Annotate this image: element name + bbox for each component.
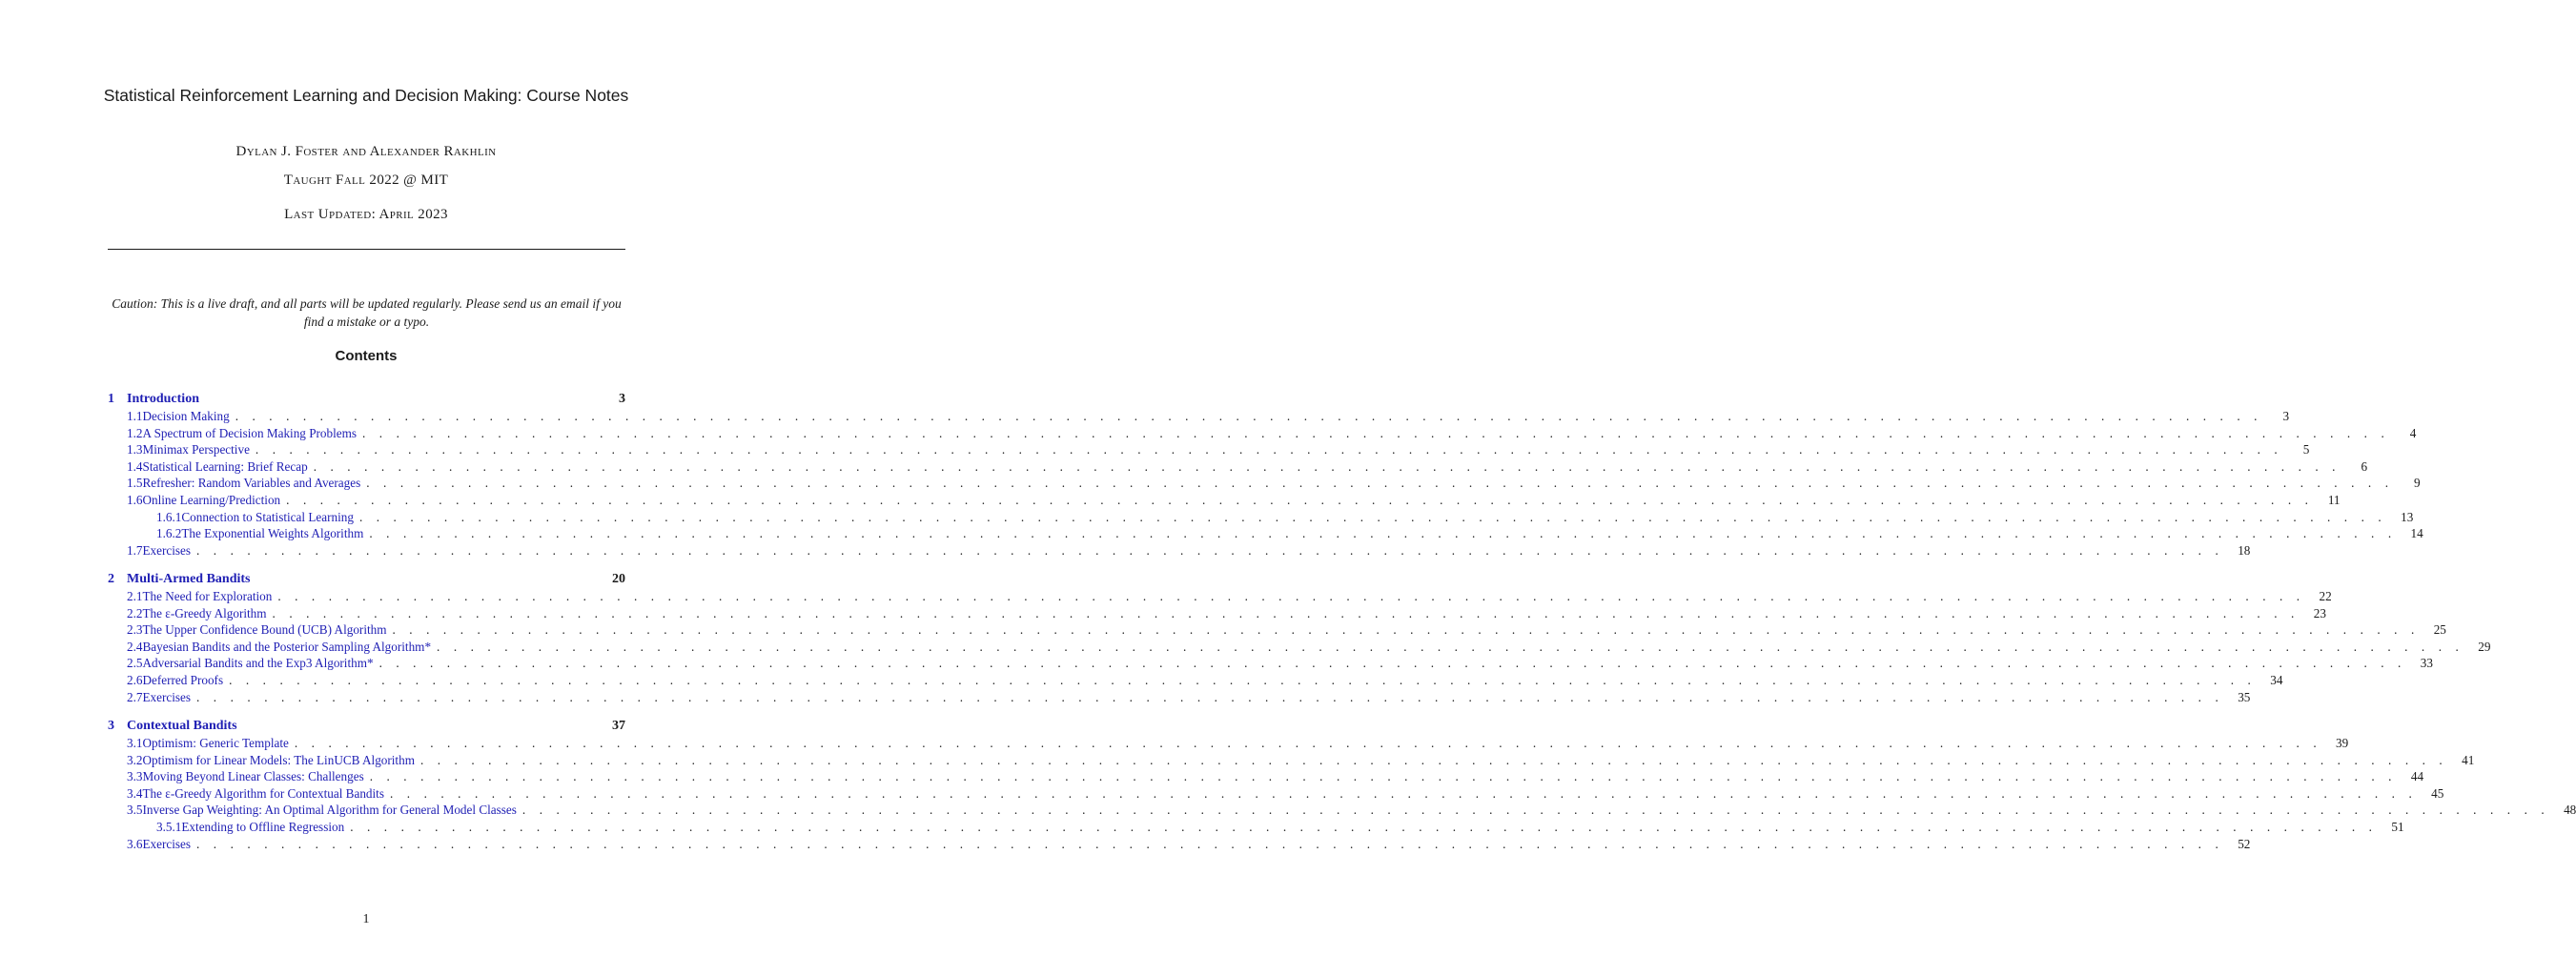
toc-dot-leader: . . . . . . . . . . . . . . . . . . . . . . . . . . . . . . . . . . . . . . . . . . . . . . . . . . . . . . . . . . . . . . . . . . . . . . . . . . . . . . . . . . . . . . . . . . . . . . . . . . . . . . . . . . . . . . . . . . . . . . . . <box>196 689 2224 704</box>
toc-chapter-title[interactable]: Contextual Bandits <box>127 719 237 733</box>
toc-entry-page: 45 <box>2431 785 2444 801</box>
toc-dot-leader: . . . . . . . . . . . . . . . . . . . . . . . . . . . . . . . . . . . . . . . . . . . . . . . . . . . . . . . . . . . . . . . . . . . . . . . . . . . . . . . . . . . . . . . . . . . . . . . . . . . . . . . . . . . . . . . . . . . . . . . . <box>437 639 2464 654</box>
toc-entry-title[interactable]: Deferred Proofs <box>142 673 224 687</box>
toc-dot-leader: . . . . . . . . . . . . . . . . . . . . . . . . . . . . . . . . . . . . . . . . . . . . . . . . . . . . . . . . . . . . . . . . . . . . . . . . . . . . . . . . . . . . . . . . . . . . . . . . . . . . . . . . . . . . . . . . . . . . . . . . <box>358 509 2387 524</box>
toc-entry-number: 2.5 <box>127 656 143 671</box>
toc-chapter-number: 1 <box>108 392 114 406</box>
toc-entry-title[interactable]: Refresher: Random Variables and Averages <box>142 476 361 491</box>
toc-entry-number: 1.2 <box>127 425 143 440</box>
caution-note: Caution: This is a live draft, and all parts will be updated regularly. Please send us an email if you find a mistake or a typo. <box>112 296 622 329</box>
toc-dot-leader: . . . . . . . . . . . . . . . . . . . . . . . . . . . . . . . . . . . . . . . . . . . . . . . . . . . . . . . . . . . . . . . . . . . . . . . . . . . . . . . . . . . . . . . . . . . . . . . . . . . . . . . . . . . . . . . . . . . . . . . . <box>521 803 2550 818</box>
toc-entry-3-5-1[interactable] <box>108 819 2404 836</box>
document-title: Statistical Reinforcement Learning and Decision Making: Course Notes <box>103 86 629 105</box>
toc-dot-leader: . . . . . . . . . . . . . . . . . . . . . . . . . . . . . . . . . . . . . . . . . . . . . . . . . . . . . . . . . . . . . . . . . . . . . . . . . . . . . . . . . . . . . . . . . . . . . . . . . . . . . . . . . . . . . . . . . . . . . . . . <box>196 542 2224 558</box>
toc-entry-page: 52 <box>2238 836 2251 851</box>
toc-entry-title[interactable]: Minimax Perspective <box>142 442 250 458</box>
toc-entry-title[interactable]: Optimism: Generic Template <box>142 736 289 750</box>
toc-entry-number: 1.6.2 <box>156 526 182 541</box>
toc-entry-1-3[interactable] <box>108 441 2310 458</box>
toc-dot-leader: . . . . . . . . . . . . . . . . . . . . . . . . . . . . . . . . . . . . . . . . . . . . . . . . . . . . . . . . . . . . . . . . . . . . . . . . . . . . . . . . . . . . . . . . . . . . . . . . . . . . . . . . . . . . . . . . . . . . . . . . <box>229 673 2257 687</box>
toc-entry-page: 39 <box>2336 736 2349 750</box>
toc-entry-page: 25 <box>2433 622 2446 638</box>
toc-entry-number: 3.5 <box>127 803 143 818</box>
toc-entry-number: 3.5.1 <box>156 820 182 834</box>
toc-chapter-title[interactable]: Introduction <box>127 392 199 406</box>
toc-entry-1-4[interactable] <box>108 458 2368 476</box>
toc-entry-title[interactable]: Moving Beyond Linear Classes: Challenges <box>142 769 364 784</box>
toc-chapter-page: 20 <box>612 572 625 586</box>
toc-dot-leader: . . . . . . . . . . . . . . . . . . . . . . . . . . . . . . . . . . . . . . . . . . . . . . . . . . . . . . . . . . . . . . . . . . . . . . . . . . . . . . . . . . . . . . . . . . . . . . . . . . . . . . . . . . . . . . . . . . . . . . . . <box>272 605 2300 620</box>
toc-entry-title[interactable]: The Need for Exploration <box>142 589 273 603</box>
authors-line: Dylan J. Foster and Alexander Rakhlin <box>235 144 497 159</box>
toc-entry-number: 1.7 <box>127 542 143 558</box>
toc-entry-1-6-1[interactable] <box>108 509 2414 526</box>
toc-entry-page: 51 <box>2391 820 2404 834</box>
toc-entry-page: 4 <box>2409 425 2417 440</box>
toc-entry-1-6[interactable] <box>108 492 2341 509</box>
toc-entry-number: 2.4 <box>127 639 143 654</box>
toc-entry-page: 9 <box>2414 476 2421 491</box>
toc-entry-2-2[interactable] <box>108 605 2326 622</box>
toc-entry-page: 33 <box>2420 656 2433 671</box>
toc-chapter-title[interactable]: Multi-Armed Bandits <box>127 572 251 586</box>
toc-entry-3-3[interactable] <box>108 768 2424 785</box>
toc-dot-leader: . . . . . . . . . . . . . . . . . . . . . . . . . . . . . . . . . . . . . . . . . . . . . . . . . . . . . . . . . . . . . . . . . . . . . . . . . . . . . . . . . . . . . . . . . . . . . . . . . . . . . . . . . . . . . . . . . . . . . . . . <box>392 622 2420 638</box>
toc-entry-2-5[interactable] <box>108 655 2433 672</box>
toc-entry-2-4[interactable] <box>108 639 2491 656</box>
toc-entry-title[interactable]: Bayesian Bandits and the Posterior Sampling Algorithm* <box>142 639 432 654</box>
toc-entry-3-6[interactable] <box>108 836 2251 853</box>
toc-dot-leader: . . . . . . . . . . . . . . . . . . . . . . . . . . . . . . . . . . . . . . . . . . . . . . . . . . . . . . . . . . . . . . . . . . . . . . . . . . . . . . . . . . . . . . . . . . . . . . . . . . . . . . . . . . . . . . . . . . . . . . . . <box>294 736 2322 750</box>
toc-dot-leader: . . . . . . . . . . . . . . . . . . . . . . . . . . . . . . . . . . . . . . . . . . . . . . . . . . . . . . . . . . . . . . . . . . . . . . . . . . . . . . . . . . . . . . . . . . . . . . . . . . . . . . . . . . . . . . . . . . . . . . . . <box>255 442 2283 458</box>
toc-entry-number: 3.1 <box>127 736 143 750</box>
toc-entry-3-4[interactable] <box>108 785 2444 803</box>
toc-entry-number: 3.4 <box>127 785 143 801</box>
toc-entry-1-7[interactable] <box>108 542 2251 559</box>
toc-entry-number: 1.6 <box>127 493 143 507</box>
toc-dot-leader: . . . . . . . . . . . . . . . . . . . . . . . . . . . . . . . . . . . . . . . . . . . . . . . . . . . . . . . . . . . . . . . . . . . . . . . . . . . . . . . . . . . . . . . . . . . . . . . . . . . . . . . . . . . . . . . . . . . . . . . . <box>277 589 2305 603</box>
toc-entry-1-2[interactable] <box>108 425 2417 442</box>
toc-dot-leader: . . . . . . . . . . . . . . . . . . . . . . . . . . . . . . . . . . . . . . . . . . . . . . . . . . . . . . . . . . . . . . . . . . . . . . . . . . . . . . . . . . . . . . . . . . . . . . . . . . . . . . . . . . . . . . . . . . . . . . . . <box>313 458 2341 474</box>
toc-entry-title[interactable]: The ε-Greedy Algorithm <box>142 605 267 620</box>
toc-entry-title[interactable]: Connection to Statistical Learning <box>181 509 354 524</box>
toc-entry-number: 1.6.1 <box>156 509 182 524</box>
toc-entry-number: 3.3 <box>127 769 143 784</box>
toc-entry-3-5[interactable] <box>108 802 2576 819</box>
toc-entry-title[interactable]: Extending to Offline Regression <box>181 820 345 834</box>
toc-entry-page: 41 <box>2462 752 2475 767</box>
toc-entry-page: 13 <box>2401 509 2414 524</box>
toc-entry-number: 1.1 <box>127 409 143 423</box>
toc-entry-page: 11 <box>2327 493 2341 507</box>
toc-dot-leader: . . . . . . . . . . . . . . . . . . . . . . . . . . . . . . . . . . . . . . . . . . . . . . . . . . . . . . . . . . . . . . . . . . . . . . . . . . . . . . . . . . . . . . . . . . . . . . . . . . . . . . . . . . . . . . . . . . . . . . . . <box>235 409 2263 423</box>
toc-entry-title[interactable]: Inverse Gap Weighting: An Optimal Algorithm for General Model Classes <box>142 803 517 818</box>
toc-entry-page: 18 <box>2238 542 2251 558</box>
toc-entry-page: 34 <box>2270 673 2283 687</box>
toc-entry-title[interactable]: Online Learning/Prediction <box>142 493 281 507</box>
toc-dot-leader: . . . . . . . . . . . . . . . . . . . . . . . . . . . . . . . . . . . . . . . . . . . . . . . . . . . . . . . . . . . . . . . . . . . . . . . . . . . . . . . . . . . . . . . . . . . . . . . . . . . . . . . . . . . . . . . . . . . . . . . . <box>350 820 2378 834</box>
page-number: 1 <box>362 912 370 926</box>
toc-entry-title[interactable]: Exercises <box>142 542 192 558</box>
toc-entry-number: 2.1 <box>127 589 143 603</box>
toc-dot-leader: . . . . . . . . . . . . . . . . . . . . . . . . . . . . . . . . . . . . . . . . . . . . . . . . . . . . . . . . . . . . . . . . . . . . . . . . . . . . . . . . . . . . . . . . . . . . . . . . . . . . . . . . . . . . . . . . . . . . . . . . <box>286 493 2314 507</box>
toc-entry-number: 2.6 <box>127 673 143 687</box>
toc-entry-page: 35 <box>2238 689 2251 704</box>
toc-chapter-page: 37 <box>612 719 625 733</box>
toc-entry-1-5[interactable] <box>108 475 2421 492</box>
toc-chapter-2[interactable] <box>108 571 625 588</box>
toc-entry-2-7[interactable] <box>108 689 2251 706</box>
toc-entry-title[interactable]: Exercises <box>142 689 192 704</box>
toc-chapter-3[interactable] <box>108 718 625 735</box>
toc-entry-number: 3.2 <box>127 752 143 767</box>
toc-entry-title[interactable]: Decision Making <box>142 409 230 423</box>
toc-entry-3-1[interactable] <box>108 735 2349 752</box>
toc-entry-3-2[interactable] <box>108 752 2475 769</box>
toc-entry-number: 1.3 <box>127 442 143 458</box>
toc-entry-2-1[interactable] <box>108 588 2332 605</box>
toc-entry-page: 3 <box>2282 409 2290 423</box>
toc-entry-number: 2.2 <box>127 605 143 620</box>
toc-entry-page: 14 <box>2410 526 2423 541</box>
toc-entry-2-3[interactable] <box>108 621 2446 639</box>
toc-entry-title[interactable]: The Exponential Weights Algorithm <box>181 526 364 541</box>
toc-entry-title[interactable]: Optimism for Linear Models: The LinUCB Algorithm <box>142 752 415 767</box>
toc-entry-title[interactable]: Adversarial Bandits and the Exp3 Algorithm* <box>142 656 374 671</box>
title-divider <box>108 249 625 250</box>
toc-entry-page: 44 <box>2410 769 2424 784</box>
last-updated-line: Last Updated: April 2023 <box>284 207 448 222</box>
toc-entry-title[interactable]: The ε-Greedy Algorithm for Contextual Bandits <box>142 785 384 801</box>
toc-dot-leader: . . . . . . . . . . . . . . . . . . . . . . . . . . . . . . . . . . . . . . . . . . . . . . . . . . . . . . . . . . . . . . . . . . . . . . . . . . . . . . . . . . . . . . . . . . . . . . . . . . . . . . . . . . . . . . . . . . . . . . . . <box>419 752 2448 767</box>
toc-chapter-number: 3 <box>108 719 114 733</box>
toc-dot-leader: . . . . . . . . . . . . . . . . . . . . . . . . . . . . . . . . . . . . . . . . . . . . . . . . . . . . . . . . . . . . . . . . . . . . . . . . . . . . . . . . . . . . . . . . . . . . . . . . . . . . . . . . . . . . . . . . . . . . . . . . <box>369 769 2398 784</box>
toc-entry-page: 23 <box>2313 605 2326 620</box>
toc-entry-title[interactable]: The Upper Confidence Bound (UCB) Algorithm <box>142 622 387 638</box>
toc-entry-page: 29 <box>2478 639 2491 654</box>
toc-dot-leader: . . . . . . . . . . . . . . . . . . . . . . . . . . . . . . . . . . . . . . . . . . . . . . . . . . . . . . . . . . . . . . . . . . . . . . . . . . . . . . . . . . . . . . . . . . . . . . . . . . . . . . . . . . . . . . . . . . . . . . . . <box>366 476 2394 491</box>
toc-chapter-1[interactable] <box>108 391 625 408</box>
toc-entry-number: 2.3 <box>127 622 143 638</box>
toc-entry-number: 1.5 <box>127 476 143 491</box>
toc-entry-title[interactable]: A Spectrum of Decision Making Problems <box>142 425 358 440</box>
toc-entry-2-6[interactable] <box>108 672 2283 689</box>
toc-chapter-number: 2 <box>108 572 114 586</box>
toc-chapter-page: 3 <box>619 392 625 406</box>
toc-entry-1-6-2[interactable] <box>108 525 2423 542</box>
toc-entry-number: 3.6 <box>127 836 143 851</box>
toc-entry-number: 1.4 <box>127 458 143 474</box>
toc-dot-leader: . . . . . . . . . . . . . . . . . . . . . . . . . . . . . . . . . . . . . . . . . . . . . . . . . . . . . . . . . . . . . . . . . . . . . . . . . . . . . . . . . . . . . . . . . . . . . . . . . . . . . . . . . . . . . . . . . . . . . . . . <box>362 425 2390 440</box>
toc-entry-1-1[interactable] <box>108 408 2290 425</box>
toc-entry-page: 22 <box>2319 589 2332 603</box>
toc-entry-page: 6 <box>2361 458 2368 474</box>
contents-heading: Contents <box>335 348 398 364</box>
toc-entry-page: 48 <box>2564 803 2576 818</box>
toc-entry-title[interactable]: Statistical Learning: Brief Recap <box>142 458 308 474</box>
toc-entry-page: 5 <box>2302 442 2310 458</box>
toc-dot-leader: . . . . . . . . . . . . . . . . . . . . . . . . . . . . . . . . . . . . . . . . . . . . . . . . . . . . . . . . . . . . . . . . . . . . . . . . . . . . . . . . . . . . . . . . . . . . . . . . . . . . . . . . . . . . . . . . . . . . . . . . <box>369 526 2397 541</box>
toc-entry-title[interactable]: Exercises <box>142 836 192 851</box>
toc-entry-number: 2.7 <box>127 689 143 704</box>
toc-dot-leader: . . . . . . . . . . . . . . . . . . . . . . . . . . . . . . . . . . . . . . . . . . . . . . . . . . . . . . . . . . . . . . . . . . . . . . . . . . . . . . . . . . . . . . . . . . . . . . . . . . . . . . . . . . . . . . . . . . . . . . . . <box>389 785 2418 801</box>
toc-dot-leader: . . . . . . . . . . . . . . . . . . . . . . . . . . . . . . . . . . . . . . . . . . . . . . . . . . . . . . . . . . . . . . . . . . . . . . . . . . . . . . . . . . . . . . . . . . . . . . . . . . . . . . . . . . . . . . . . . . . . . . . . <box>196 836 2224 851</box>
taught-line: Taught Fall 2022 @ MIT <box>283 173 449 188</box>
toc-dot-leader: . . . . . . . . . . . . . . . . . . . . . . . . . . . . . . . . . . . . . . . . . . . . . . . . . . . . . . . . . . . . . . . . . . . . . . . . . . . . . . . . . . . . . . . . . . . . . . . . . . . . . . . . . . . . . . . . . . . . . . . . <box>378 656 2406 671</box>
